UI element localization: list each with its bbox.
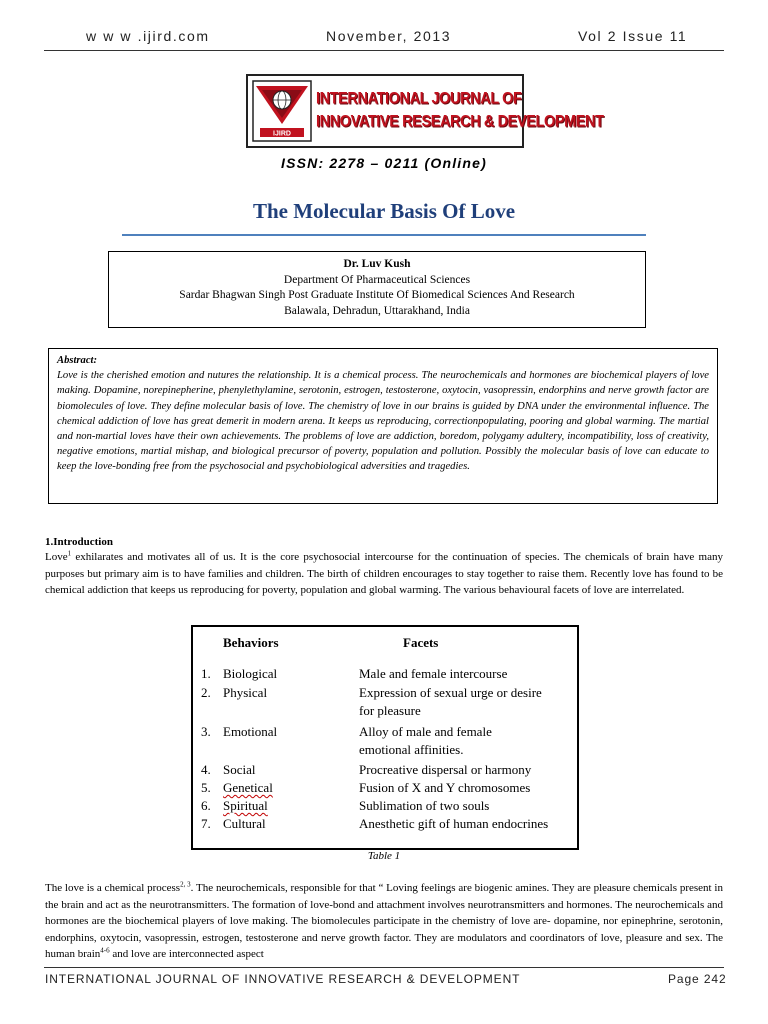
row-facet: Procreative dispersal or harmony: [359, 762, 532, 777]
row-facet: Anesthetic gift of human endocrines: [359, 816, 549, 831]
author-location: Balawala, Dehradun, Uttarakhand, India: [284, 304, 470, 317]
row-facet: Sublimation of two souls: [359, 798, 490, 813]
row-number: 1.: [201, 666, 211, 681]
row-number: 6.: [201, 798, 211, 813]
issn: ISSN: 2278 – 0211 (Online): [280, 155, 487, 171]
header-website: w w w .ijird.com: [86, 28, 210, 44]
row-behavior: Biological: [223, 666, 278, 681]
footer-journal: INTERNATIONAL JOURNAL OF INNOVATIVE RESEARCH & DEVELOPMENT: [45, 972, 521, 986]
body-paragraph: [45, 880, 723, 963]
journal-emblem-icon: [252, 80, 312, 142]
author-department: Department Of Pharmaceutical Sciences: [283, 273, 471, 286]
row-facet: Male and female intercourse: [359, 666, 508, 681]
journal-logo: [246, 74, 604, 148]
abstract-text: Love is the cherished emotion and nutures the relationship. It is a chemical process. The neurochemicals and hormones are biochemical players of love making. Dopamine, norepinepherine, phenylethylamine, serotonin, estrogen, testosterone, oxytocin, vasopressin, endorphins and nerve growth factor are biomolecules of love. They define molecular basis of love. The chemistry of love in our brains is guided by DNA under the environmental influence. The chemical addiction of love has great demerit in modern arena. It keeps us reproducing, correctionpopulating, pooring and global warming. The martial and non-martial loves have their own achievements. The problems of love are addiction, boredom, polygamy adultery, incompatibility, loss of creativity, negative emotions, martial mishap, and biological precursor of poverty, population and pollution. Possibly the molecular basis of love can educate to keep the love-bonding free from the psychosocial and psychobiological adversities and tragedies.: [57, 370, 709, 473]
intro-text: exhilarates and motivates all of us. It is the core psychosocial intercourse for the continuation of species. The chemicals of brain have many purposes but primary aim is to have families and children. The birth of children encourages to stay together to raise them. Recently love has found to be chemical addiction that keeps us reproducing for poverty, population and global warming. The various behavioural facets of love are interrelated.: [45, 551, 723, 596]
author-institute: Sardar Bhagwan Singh Post Graduate Institute Of Biomedical Sciences And Research: [179, 289, 575, 301]
intro-first-word: Love: [45, 551, 68, 563]
row-facet: Alloy of male and female emotional affinities.: [359, 724, 492, 757]
row-behavior: Physical: [223, 685, 268, 700]
journal-name: [316, 84, 604, 137]
footer-rule: [44, 967, 724, 968]
header-volume: Vol 2 Issue 11: [578, 28, 688, 44]
row-number: 2.: [201, 685, 211, 700]
paper-title: The Molecular Basis Of Love: [252, 199, 516, 223]
row-number: 7.: [201, 816, 211, 831]
author-box: [108, 251, 646, 328]
table-header-behaviors: Behaviors: [223, 635, 279, 650]
row-behavior: Cultural: [223, 816, 266, 831]
row-facet: Expression of sexual urge or desire for pleasure: [359, 685, 542, 718]
row-number: 5.: [201, 780, 211, 795]
body-text: and love are interconnected aspect: [109, 948, 264, 960]
journal-name-line2: INNOVATIVE RESEARCH & DEVELOPMENT: [316, 112, 604, 132]
table-1: [191, 625, 579, 850]
citation-superscript: 2, 3: [180, 880, 191, 889]
body-text: The love is a chemical process: [45, 882, 181, 894]
citation-superscript: 4-6: [100, 946, 110, 955]
row-behavior: Genetical: [223, 780, 273, 795]
table-header-facets: Facets: [403, 635, 439, 650]
author-name: Dr. Luv Kush: [343, 258, 411, 270]
row-behavior: Social: [223, 762, 256, 777]
header-rule: [44, 50, 724, 51]
title-rule: [122, 234, 646, 236]
row-number: 4.: [201, 762, 211, 777]
header-date: November, 2013: [326, 28, 452, 44]
table-caption: Table 1: [367, 850, 401, 862]
section-heading-introduction: 1.Introduction: [45, 536, 113, 548]
emblem-text: IJIRD: [273, 130, 291, 138]
row-behavior: Emotional: [223, 724, 278, 739]
body-text: . The neurochemicals, responsible for that “ Loving feelings are biogenic amines. They are pleasure chemicals present in the brain and act as the neurotransmitters. The formation of love-bond and attachment involves neurotransmitters and hormones. The neurochemicals and hormones are the biochemical players of love making. The biomolecules participate in the chemistry of love are- dopamine, nor epinephrine, serotonin, endorphins, oxytocin, vasopressin, estrogen, testosterone and nerve growth factor. They are modulators and coordinators of love, pleasure and sex. The human brain: [45, 882, 723, 960]
row-facet: Fusion of X and Y chromosomes: [359, 780, 531, 795]
running-header: [0, 28, 768, 50]
row-behavior: Spiritual: [223, 798, 268, 813]
introduction-paragraph: [45, 549, 723, 599]
abstract-label: Abstract:: [57, 355, 98, 366]
abstract-box: [48, 348, 718, 504]
journal-name-line1: INTERNATIONAL JOURNAL OF: [316, 89, 522, 109]
page-number: Page 242: [668, 972, 727, 986]
row-number: 3.: [201, 724, 211, 739]
citation-superscript: 1: [67, 549, 72, 558]
